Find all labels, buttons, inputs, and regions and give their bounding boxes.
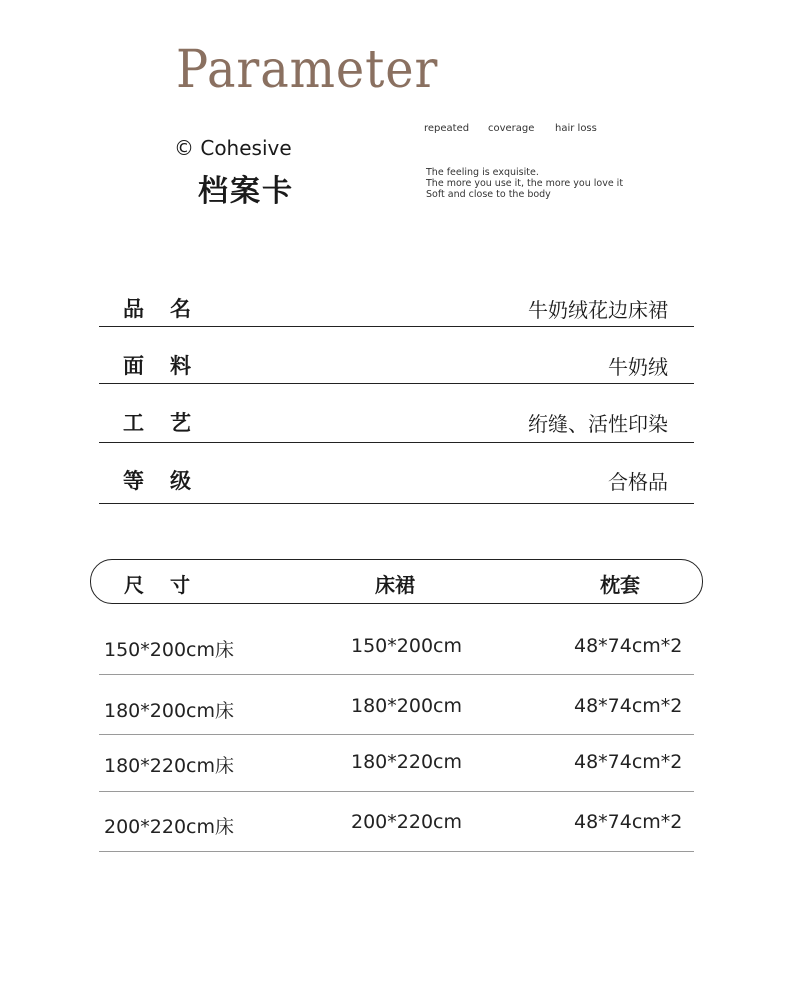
tag-repeated: repeated bbox=[424, 123, 470, 134]
cell-bed-size: 200*220cm床 bbox=[104, 816, 234, 838]
param-value: 牛奶绒花边床裙 bbox=[528, 298, 668, 322]
cell-bed-skirt: 200*220cm bbox=[351, 811, 462, 833]
param-label: 等级 bbox=[123, 469, 217, 493]
param-value: 牛奶绒 bbox=[608, 355, 668, 379]
tagline-line-3: Soft and close to the body bbox=[426, 189, 551, 200]
param-row-product-name bbox=[99, 290, 694, 327]
cell-bed-skirt: 180*220cm bbox=[351, 751, 462, 773]
header-bed-skirt: 床裙 bbox=[375, 573, 415, 597]
param-value: 合格品 bbox=[608, 470, 668, 494]
size-table-header bbox=[90, 559, 703, 604]
header-pillowcase: 枕套 bbox=[600, 573, 640, 597]
table-row bbox=[99, 621, 694, 675]
tag-coverage: coverage bbox=[488, 123, 535, 134]
brand-name: © Cohesive bbox=[174, 136, 292, 160]
cell-pillowcase: 48*74cm*2 bbox=[574, 811, 683, 833]
param-label: 面料 bbox=[123, 354, 217, 378]
param-label: 工艺 bbox=[123, 411, 217, 435]
tag-hair-loss: hair loss bbox=[555, 123, 597, 134]
param-label: 品名 bbox=[123, 297, 217, 321]
cell-pillowcase: 48*74cm*2 bbox=[574, 635, 683, 657]
param-value: 绗缝、活性印染 bbox=[528, 412, 668, 436]
cell-bed-size: 180*220cm床 bbox=[104, 755, 234, 777]
tagline-line-2: The more you use it, the more you love it bbox=[426, 178, 624, 189]
card-subtitle: 档案卡 bbox=[198, 174, 294, 209]
param-row-craft bbox=[99, 404, 694, 443]
cell-pillowcase: 48*74cm*2 bbox=[574, 695, 683, 717]
table-row bbox=[99, 674, 694, 735]
tagline bbox=[426, 167, 623, 200]
table-row bbox=[99, 791, 694, 852]
param-row-grade bbox=[99, 461, 694, 504]
header-size: 尺寸 bbox=[124, 573, 216, 597]
cell-bed-skirt: 180*200cm bbox=[351, 695, 462, 717]
cell-pillowcase: 48*74cm*2 bbox=[574, 751, 683, 773]
cell-bed-size: 180*200cm床 bbox=[104, 700, 234, 722]
page-title: Parameter bbox=[176, 40, 439, 100]
cell-bed-size: 150*200cm床 bbox=[104, 639, 234, 661]
cell-bed-skirt: 150*200cm bbox=[351, 635, 462, 657]
param-row-fabric bbox=[99, 347, 694, 384]
tagline-line-1: The feeling is exquisite. bbox=[426, 167, 539, 178]
table-row bbox=[99, 734, 694, 792]
